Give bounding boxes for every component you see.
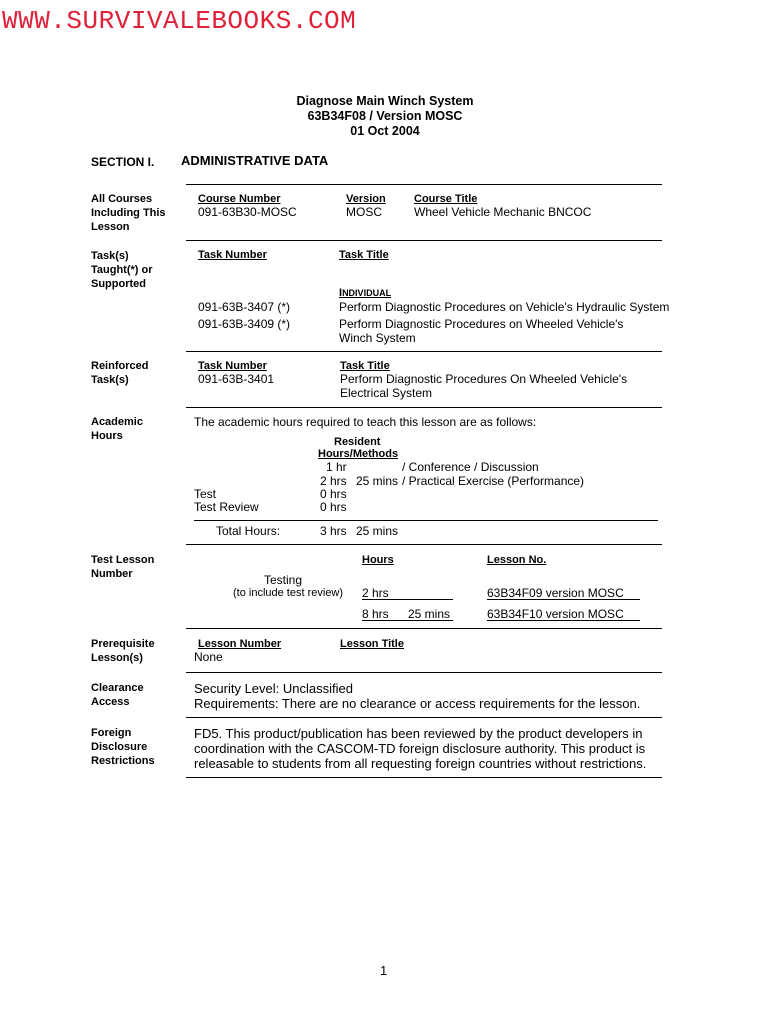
resident-header: Resident [334, 436, 381, 448]
hours-value: 2 hrs [320, 474, 347, 488]
academic-label-2: Hours [91, 430, 123, 442]
academic-label-1: Academic [91, 416, 143, 428]
col-course-number: Course Number [198, 193, 281, 205]
prereq-label-1: Prerequisite [91, 638, 155, 650]
section-title: ADMINISTRATIVE DATA [181, 153, 329, 168]
doc-subtitle: 63B34F08 / Version MOSC [307, 109, 463, 123]
foreign-text-line: releasable to students from all requesting foreign countries without restrictions. [194, 756, 647, 771]
col-lesson-no: Lesson No. [487, 554, 547, 566]
underline [487, 620, 640, 621]
test-hours: 8 hrs [362, 607, 389, 621]
test-minutes: 25 mins [408, 607, 451, 621]
hours-value: 0 hrs [320, 500, 347, 514]
courses-label-3: Lesson [91, 221, 130, 233]
foreign-text-line: coordination with the CASCOM-TD foreign disclosure authority. This product is [194, 741, 646, 756]
divider [186, 184, 662, 185]
row-label: Test Review [194, 500, 259, 514]
page-number: 1 [380, 963, 388, 978]
clearance-label-1: Clearance [91, 682, 144, 694]
foreign-label-3: Restrictions [91, 755, 155, 767]
foreign-text-line: FD5. This product/publication has been reviewed by the product developers in [194, 726, 643, 741]
col-task-number: Task Number [198, 360, 267, 372]
reinforced-task-number: 091-63B-3401 [198, 372, 275, 386]
col-task-title: Task Title [340, 360, 390, 372]
reinforced-task-title: Perform Diagnostic Procedures On Wheeled Vehicle's Electrical System [340, 372, 628, 400]
prereq-value: None [194, 650, 223, 664]
method-label: / Practical Exercise (Performance) [402, 474, 585, 488]
task-number: 091-63B-3407 (*) [198, 300, 291, 314]
test-hours: 2 hrs [362, 586, 389, 600]
foreign-label-1: Foreign [91, 727, 132, 739]
task-group-individual: INDIVIDUAL [339, 287, 392, 299]
course-number: 091-63B30-MOSC [198, 205, 297, 219]
section-label: SECTION I. [91, 155, 155, 169]
reinforced-label-2: Task(s) [91, 374, 129, 386]
task-number: 091-63B-3409 (*) [198, 317, 291, 331]
security-level: Security Level: Unclassified [194, 681, 353, 696]
task-title: Perform Diagnostic Procedures on Wheeled Vehicle's Winch System [339, 317, 624, 345]
row-label: Test [194, 487, 217, 501]
divider [186, 407, 662, 408]
divider [186, 628, 662, 629]
tasks-label-3: Supported [91, 278, 146, 290]
foreign-label-2: Disclosure [91, 741, 148, 753]
underline [362, 599, 453, 600]
col-course-title: Course Title [414, 193, 478, 205]
watermark: WWW.SURVIVALEBOOKS.COM [2, 6, 357, 36]
col-lesson-number: Lesson Number [198, 638, 282, 650]
method-label: / Conference / Discussion [402, 460, 539, 474]
col-version: Version [346, 193, 386, 205]
academic-intro: The academic hours required to teach this lesson are as follows: [194, 415, 537, 429]
hours-value: 0 hrs [320, 487, 347, 501]
total-rule [194, 520, 658, 521]
col-lesson-title: Lesson Title [340, 638, 404, 650]
doc-title: Diagnose Main Winch System [296, 94, 474, 108]
col-task-title: Task Title [339, 249, 389, 261]
hours-value: 1 hr [326, 460, 347, 474]
minutes-value: 25 mins [356, 474, 399, 488]
clearance-requirements: Requirements: There are no clearance or access requirements for the lesson. [194, 696, 641, 711]
testing-note: (to include test review) [233, 587, 344, 599]
col-task-number: Task Number [198, 249, 267, 261]
divider [186, 672, 662, 673]
courses-label-2: Including This [91, 207, 166, 219]
underline [362, 620, 453, 621]
course-version: MOSC [346, 205, 382, 219]
tasks-label-1: Task(s) [91, 250, 129, 262]
tasks-label-2: Taught(*) or [91, 264, 153, 276]
test-lesson-label-1: Test Lesson [91, 554, 155, 566]
reinforced-label-1: Reinforced [91, 360, 149, 372]
col-hours: Hours [362, 554, 394, 566]
underline [487, 599, 640, 600]
divider [186, 777, 662, 778]
test-lesson-number: 63B34F09 version MOSC [487, 586, 624, 600]
clearance-label-2: Access [91, 696, 130, 708]
prereq-label-2: Lesson(s) [91, 652, 143, 664]
total-hours: 3 hrs [320, 524, 347, 538]
total-minutes: 25 mins [356, 524, 399, 538]
courses-label-1: All Courses [91, 193, 153, 205]
divider [186, 240, 662, 241]
task-title: Perform Diagnostic Procedures on Vehicle's Hydraulic System [339, 300, 670, 314]
testing-label: Testing [264, 573, 303, 587]
divider [186, 544, 662, 545]
test-lesson-number: 63B34F10 version MOSC [487, 607, 624, 621]
divider [186, 351, 662, 352]
course-title: Wheel Vehicle Mechanic BNCOC [414, 205, 592, 219]
test-lesson-label-2: Number [91, 568, 133, 580]
total-label: Total Hours: [216, 524, 281, 538]
doc-date: 01 Oct 2004 [350, 124, 420, 138]
divider [186, 717, 662, 718]
hours-methods-header: Hours/Methods [318, 448, 399, 460]
